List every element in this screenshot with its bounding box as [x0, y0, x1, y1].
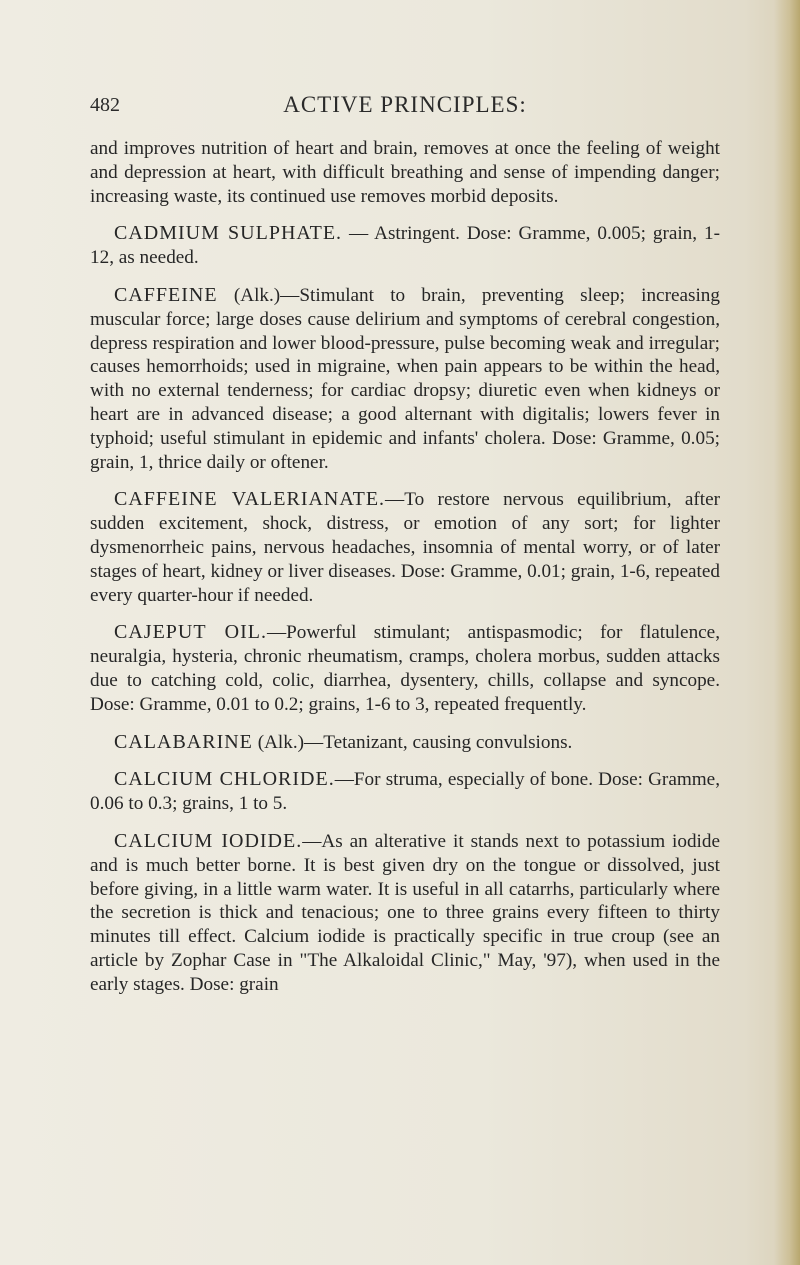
entry-text: — Astringent. Dose: Gramme, 0.005; grain, 1-12, as needed.	[90, 223, 721, 269]
entry-text: —For struma, especially of bone. Dose: Gramme, 0.06 to 0.3; grains, 1 to 5.	[90, 769, 720, 815]
entry-calabarine	[90, 731, 720, 755]
entry-caffeine	[90, 284, 720, 474]
page-number: 482	[90, 94, 120, 116]
entry-calcium-iodide	[90, 830, 720, 997]
entry-heading: CAFFEINE VALERIANATE.	[114, 488, 386, 511]
entry-calcium-chloride	[90, 768, 720, 816]
page-title: ACTIVE PRINCIPLES:	[283, 92, 527, 117]
entry-text: (Alk.)—Tetanizant, causing convulsions.	[252, 731, 573, 753]
entry-cadmium-sulphate	[90, 222, 720, 270]
body-text	[90, 137, 720, 1011]
page-edge-shadow	[774, 0, 800, 1265]
running-head	[90, 92, 720, 122]
entry-cajeput-oil	[90, 621, 720, 716]
paragraph-continuation	[90, 137, 720, 208]
entry-text: (Alk.)—Stimulant to brain, preventing sleep; increasing muscular force; large doses cause delirium and symptoms of cerebral congestion, depress respiration and lower blood-pressure, pulse becoming weak and irregular; causes hemorrhoids; used in migraine, when pain appears to be within the head, with no external tenderness; for cardiac dropsy; diuretic even when kidneys or heart are in advanced disease; a good alternant with digitalis; lowers fever in typhoid; useful stimulant in epidemic and infants' cholera. Dose: Gramme, 0.05; grain, 1, thrice daily or oftener.	[90, 284, 720, 473]
entry-heading: CALCIUM CHLORIDE.	[114, 768, 335, 791]
paragraph-text: and improves nutrition of heart and brain, removes at once the feeling of weight and depression at heart, with difficult breathing and sense of impending danger; increasing waste, its continued use removes morbid deposits.	[90, 138, 720, 207]
entry-text: —Powerful stimulant; antispasmodic; for flatulence, neuralgia, hysteria, chronic rheumatism, cramps, cholera morbus, sudden attacks due to catching cold, colic, diarrhea, dysentery, chills, collapse and syncope. Dose: Gramme, 0.01 to 0.2; grains, 1-6 to 3, repeated frequently.	[90, 622, 720, 715]
entry-text: —As an alterative it stands next to potassium iodide and is much better borne. It is best given dry on the tongue or dissolved, just before giving, in a little warm water. It is useful in all catarrhs, particularly where the secretion is thick and tenacious; one to three grains every fifteen to thirty minutes till effect. Calcium iodide is practically specific in true croup (see an article by Zophar Case in "The Alkaloidal Clinic," May, '97), when used in the early stages. Dose: grain	[90, 830, 720, 995]
entry-heading: CAJEPUT OIL.	[114, 621, 267, 644]
entry-heading: CADMIUM SULPHATE.	[114, 222, 343, 245]
entry-heading: CAFFEINE	[114, 283, 218, 306]
entry-heading: CALCIUM IODIDE.	[114, 829, 303, 852]
entry-heading: CALABARINE	[114, 730, 253, 753]
entry-caffeine-valerianate	[90, 488, 720, 607]
entry-text: —To restore nervous equilibrium, after sudden excitement, shock, distress, or emotion of any sort; for lighter dysmenorrheic pains, nervous headaches, insomnia of mental worry, or of later stages of heart, kidney or liver diseases. Dose: Gramme, 0.01; grain, 1-6, repeated every quarter-hour if needed.	[90, 489, 720, 606]
